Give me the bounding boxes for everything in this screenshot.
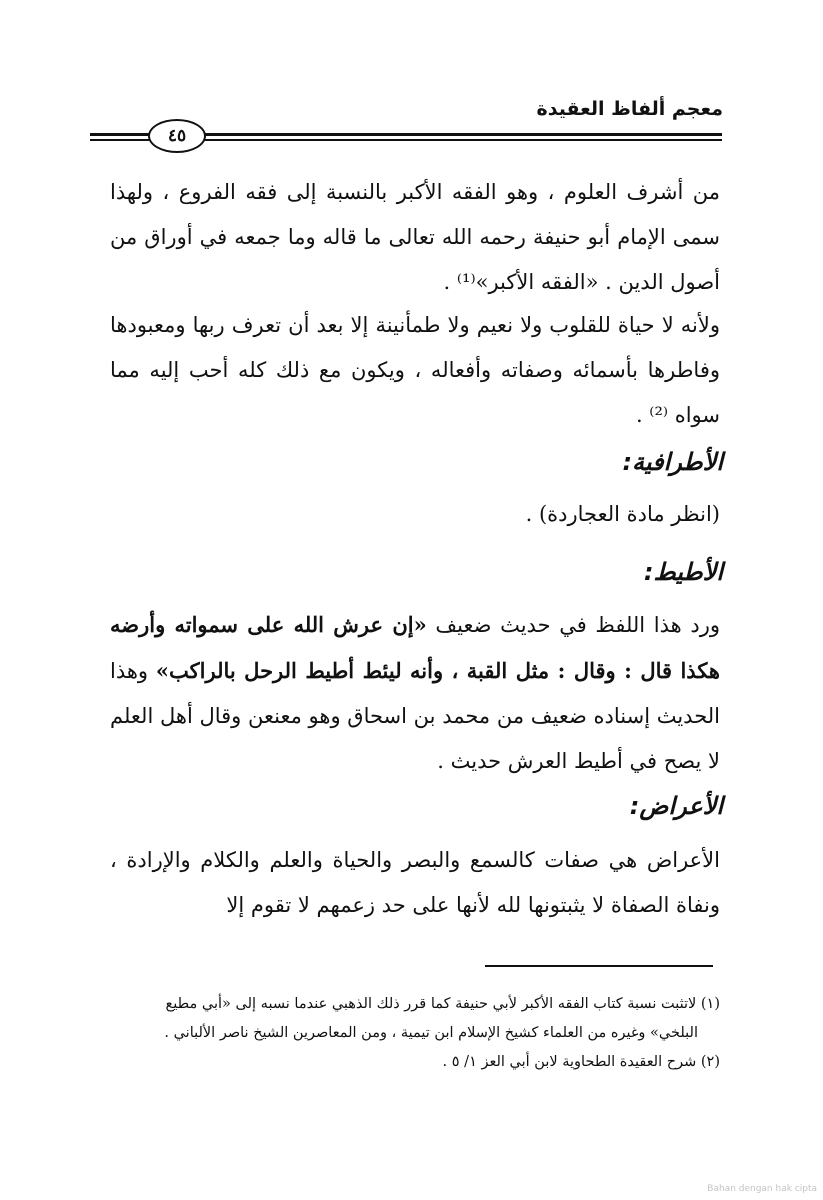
- page-number: ٤٥: [148, 119, 206, 153]
- paragraph-5-text: الأعراض هي صفات كالسمع والبصر والحياة والعلم والكلام والإرادة ، ونفاة الصفاة لا يثبتونها لله لأنها على حد زعمهم لا تقوم إلا: [110, 848, 720, 917]
- paragraph-2-text: ولأنه لا حياة للقلوب ولا نعيم ولا طمأنينة إلا بعد أن تعرف ربها ومعبودها وفاطرها بأسمائه وصفاته وأفعاله ، ويكون مع ذلك كله أحب إليه مما سواه ⁽²⁾ .: [110, 313, 720, 427]
- paragraph-4: [110, 602, 720, 784]
- paragraph-4-text: [110, 602, 720, 784]
- footnotes: [105, 990, 720, 1077]
- paragraph-1: [110, 170, 720, 305]
- running-header-title: معجم ألفاظ العقيدة: [536, 98, 723, 120]
- footnote-1-line-2: البلخي» وغيره من العلماء كشيخ الإسلام ابن تيمية ، ومن المعاصرين الشيخ ناصر الألباني .: [164, 1025, 698, 1041]
- entry-heading-aradh: الأعراض:: [629, 792, 723, 820]
- paragraph-1-text: من أشرف العلوم ، وهو الفقه الأكبر بالنسبة إلى فقه الفروع ، ولهذا سمى الإمام أبو حنيفة رحمه الله تعالى ما قاله وما جمعه في أوراق من أصول الدين . «الفقه الأكبر»⁽¹⁾ .: [110, 180, 720, 294]
- footnote-1-line-1: (١) لاتثبت نسبة كتاب الفقه الأكبر لأبي حنيفة كما قرر ذلك الذهبي عندما نسبه إلى «أبي مطيع: [165, 996, 720, 1012]
- footnote-divider: [485, 965, 713, 967]
- paragraph-4-comment: وهذا الحديث إسناده ضعيف من محمد بن اسحاق وهو معنعن وقال أهل العلم لا يصح في أطيط العرش حديث .: [110, 659, 720, 773]
- paragraph-3-text: (انظر مادة العجاردة) .: [525, 502, 720, 526]
- paragraph-5: [110, 838, 720, 928]
- entry-heading-atit: الأطيط:: [643, 558, 723, 586]
- paragraph-2: [110, 303, 720, 438]
- hadith-quote: «إن عرش الله على سمواته وأرضه هكذا قال : وقال : مثل القبة ، وأنه ليئط أطيط الرحل بالراكب»: [110, 612, 720, 683]
- paragraph-4-intro: ورد هذا اللفظ في حديث ضعيف: [435, 613, 720, 637]
- copyright-watermark: Bahan dengan hak cipta: [707, 1184, 817, 1194]
- paragraph-3: [110, 492, 720, 537]
- entry-heading-atrafiya: الأطرافية:: [622, 448, 723, 476]
- footnote-2: (٢) شرح العقيدة الطحاوية لابن أبي العز ١/ ٥ .: [442, 1054, 720, 1070]
